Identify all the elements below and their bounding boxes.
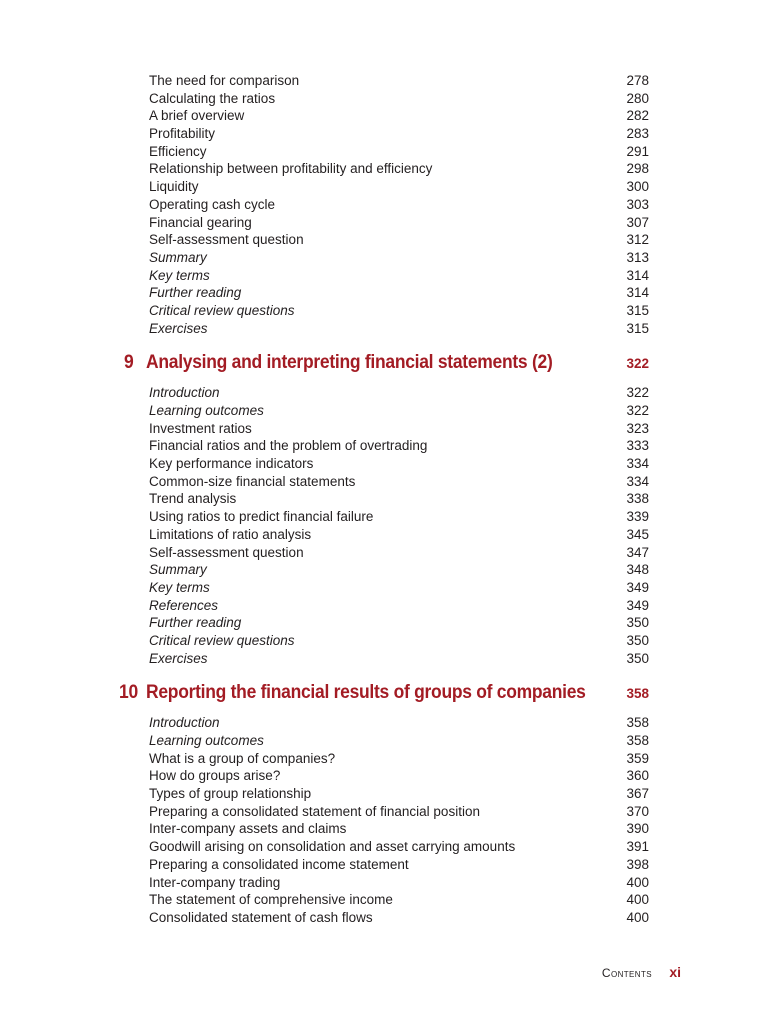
toc-entry-page: 334 (626, 473, 649, 489)
toc-entry-title: Key terms (149, 267, 210, 283)
toc-entry[interactable] (0, 838, 768, 856)
toc-entry-page: 367 (626, 786, 649, 802)
toc-entry-page: 398 (626, 856, 649, 872)
toc-entry-title: Exercises (149, 320, 208, 336)
toc-entry[interactable] (0, 614, 768, 632)
toc-entry-title: Investment ratios (149, 420, 252, 436)
table-of-contents (0, 72, 768, 927)
toc-entry-title: Inter-company trading (149, 874, 281, 890)
toc-entry-page: 350 (626, 615, 649, 631)
toc-entry[interactable] (0, 125, 768, 143)
toc-entry-title: Consolidated statement of cash flows (149, 909, 373, 925)
toc-entry[interactable] (0, 72, 768, 90)
toc-entry[interactable] (0, 785, 768, 803)
toc-entry-title: Using ratios to predict financial failure (149, 509, 374, 525)
toc-entry[interactable] (0, 160, 768, 178)
toc-entry[interactable] (0, 214, 768, 232)
toc-entry-title: Operating cash cycle (149, 196, 276, 212)
toc-entry-title: Introduction (149, 715, 220, 731)
toc-entry-title: Profitability (149, 126, 216, 142)
toc-entry-page: 314 (626, 285, 649, 301)
toc-entry[interactable] (0, 143, 768, 161)
toc-entry[interactable] (0, 650, 768, 668)
toc-entry-page: 345 (626, 526, 649, 542)
toc-entry-title: Limitations of ratio analysis (149, 526, 312, 542)
toc-entry[interactable] (0, 455, 768, 473)
chapter-page: 322 (626, 356, 649, 372)
toc-entry-page: 358 (626, 733, 649, 748)
toc-entry-title: Exercises (149, 650, 208, 666)
toc-entry-page: 315 (626, 302, 649, 318)
toc-entry-page: 334 (626, 456, 649, 472)
toc-entry[interactable] (0, 420, 768, 438)
chapter-title: Analysing and interpreting financial statements (2) (146, 352, 553, 374)
toc-entry-page: 358 (626, 715, 649, 731)
toc-entry[interactable] (0, 820, 768, 838)
toc-entry-title: Self-assessment question (149, 232, 304, 248)
toc-entry[interactable] (0, 803, 768, 821)
toc-entry-title: Summary (149, 562, 207, 578)
toc-entry-page: 391 (626, 839, 649, 855)
toc-entry[interactable] (0, 561, 768, 579)
toc-entry-title: Calculating the ratios (149, 90, 276, 106)
toc-entry-title: How do groups arise? (149, 768, 281, 784)
toc-entry[interactable] (0, 732, 768, 750)
toc-entry-page: 283 (626, 126, 649, 142)
toc-entry-page: 300 (626, 179, 649, 195)
toc-entry-title: Critical review questions (149, 632, 295, 648)
toc-entry-page: 400 (626, 909, 649, 925)
toc-entry[interactable] (0, 490, 768, 508)
toc-entry-title: Key performance indicators (149, 456, 314, 472)
toc-entry-title: Types of group relationship (149, 786, 312, 802)
toc-entry-title: Preparing a consolidated income statement (149, 856, 409, 872)
running-head: Contents (601, 966, 652, 980)
toc-entry-page: 339 (626, 509, 649, 525)
chapter-heading[interactable] (0, 676, 768, 714)
toc-entry-page: 314 (626, 267, 649, 283)
toc-entry[interactable] (0, 891, 768, 909)
toc-entry-title: Efficiency (149, 143, 207, 159)
toc-entry-title: Summary (149, 249, 207, 265)
toc-entry[interactable] (0, 508, 768, 526)
toc-entry-title: Relationship between profitability and efficiency (149, 161, 433, 177)
toc-entry[interactable] (0, 178, 768, 196)
toc-entry-title: The statement of comprehensive income (149, 892, 393, 908)
toc-entry-page: 400 (626, 892, 649, 908)
toc-entry-page: 349 (626, 597, 649, 613)
toc-entry-title: Key terms (149, 579, 210, 595)
toc-entry-page: 313 (626, 249, 649, 265)
toc-entry[interactable] (0, 90, 768, 108)
page-number: xi (669, 964, 681, 980)
toc-entry[interactable] (0, 526, 768, 544)
toc-entry-page: 303 (626, 196, 649, 212)
toc-entry-title: Inter-company assets and claims (149, 821, 347, 837)
toc-entry[interactable] (0, 750, 768, 768)
toc-entry-page: 370 (626, 803, 649, 819)
toc-entry-page: 390 (626, 821, 649, 837)
toc-entry-title: Learning outcomes (149, 733, 264, 748)
toc-entry-title: Introduction (149, 385, 220, 401)
toc-entry[interactable] (0, 597, 768, 615)
toc-entry[interactable] (0, 767, 768, 785)
toc-entry-page: 278 (626, 73, 649, 88)
toc-entry-page: 315 (626, 320, 649, 336)
toc-entry-page: 291 (626, 143, 649, 159)
toc-entry[interactable] (0, 231, 768, 249)
toc-entry-page: 338 (626, 491, 649, 507)
toc-entry-title: Liquidity (149, 179, 199, 195)
toc-entry-page: 298 (626, 161, 649, 177)
toc-entry-title: Self-assessment question (149, 544, 304, 560)
toc-entry[interactable] (0, 320, 768, 338)
toc-entry[interactable] (0, 544, 768, 562)
page-footer (602, 964, 681, 980)
toc-entry-title: Common-size financial statements (149, 473, 356, 489)
chapter-page: 358 (626, 686, 649, 702)
chapter-heading[interactable] (0, 346, 768, 384)
toc-entry-title: Financial ratios and the problem of overtrading (149, 438, 428, 454)
toc-entry[interactable] (0, 302, 768, 320)
toc-entry-title: Learning outcomes (149, 403, 264, 418)
toc-entry-title: Further reading (149, 615, 242, 631)
toc-entry-page: 333 (626, 438, 649, 454)
toc-entry-title: Further reading (149, 285, 242, 301)
toc-entry-page: 348 (626, 562, 649, 578)
toc-entry-page: 350 (626, 650, 649, 666)
toc-entry[interactable] (0, 196, 768, 214)
toc-entry[interactable] (0, 402, 768, 420)
chapter-title: Reporting the financial results of groups of companies (146, 682, 586, 704)
toc-entry-page: 347 (626, 544, 649, 560)
toc-entry[interactable] (0, 267, 768, 285)
toc-entry[interactable] (0, 579, 768, 597)
toc-entry[interactable] (0, 856, 768, 874)
toc-entry-title: References (149, 597, 219, 613)
toc-entry-title: Preparing a consolidated statement of financial position (149, 803, 480, 819)
toc-entry-page: 323 (626, 420, 649, 436)
toc-body (0, 72, 768, 927)
toc-entry[interactable] (0, 473, 768, 491)
toc-entry[interactable] (0, 909, 768, 927)
toc-entry[interactable] (0, 874, 768, 892)
toc-entry-page: 350 (626, 632, 649, 648)
toc-entry-title: Goodwill arising on consolidation and asset carrying amounts (149, 839, 516, 855)
toc-entry-page: 360 (626, 768, 649, 784)
toc-entry[interactable] (0, 284, 768, 302)
toc-entry-page: 359 (626, 750, 649, 766)
toc-entry-title: Trend analysis (149, 491, 237, 507)
toc-entry[interactable] (0, 437, 768, 455)
toc-entry-title: The need for comparison (149, 73, 300, 88)
toc-entry-page: 349 (626, 579, 649, 595)
toc-entry-page: 307 (626, 214, 649, 230)
toc-entry-page: 322 (626, 385, 649, 401)
toc-entry-page: 322 (626, 403, 649, 418)
toc-entry[interactable] (0, 249, 768, 267)
toc-entry-title: Financial gearing (149, 214, 252, 230)
toc-entry-page: 282 (626, 108, 649, 124)
toc-entry-title: A brief overview (149, 108, 245, 124)
toc-entry[interactable] (0, 384, 768, 402)
toc-entry-title: Critical review questions (149, 302, 295, 318)
toc-entry-page: 400 (626, 874, 649, 890)
toc-entry-title: What is a group of companies? (149, 750, 336, 766)
chapter-number: 9 (124, 352, 134, 374)
toc-entry-page: 280 (626, 90, 649, 106)
toc-entry[interactable] (0, 107, 768, 125)
chapter-number: 10 (119, 682, 138, 704)
toc-entry[interactable] (0, 632, 768, 650)
toc-entry-page: 312 (626, 232, 649, 248)
toc-entry[interactable] (0, 714, 768, 732)
